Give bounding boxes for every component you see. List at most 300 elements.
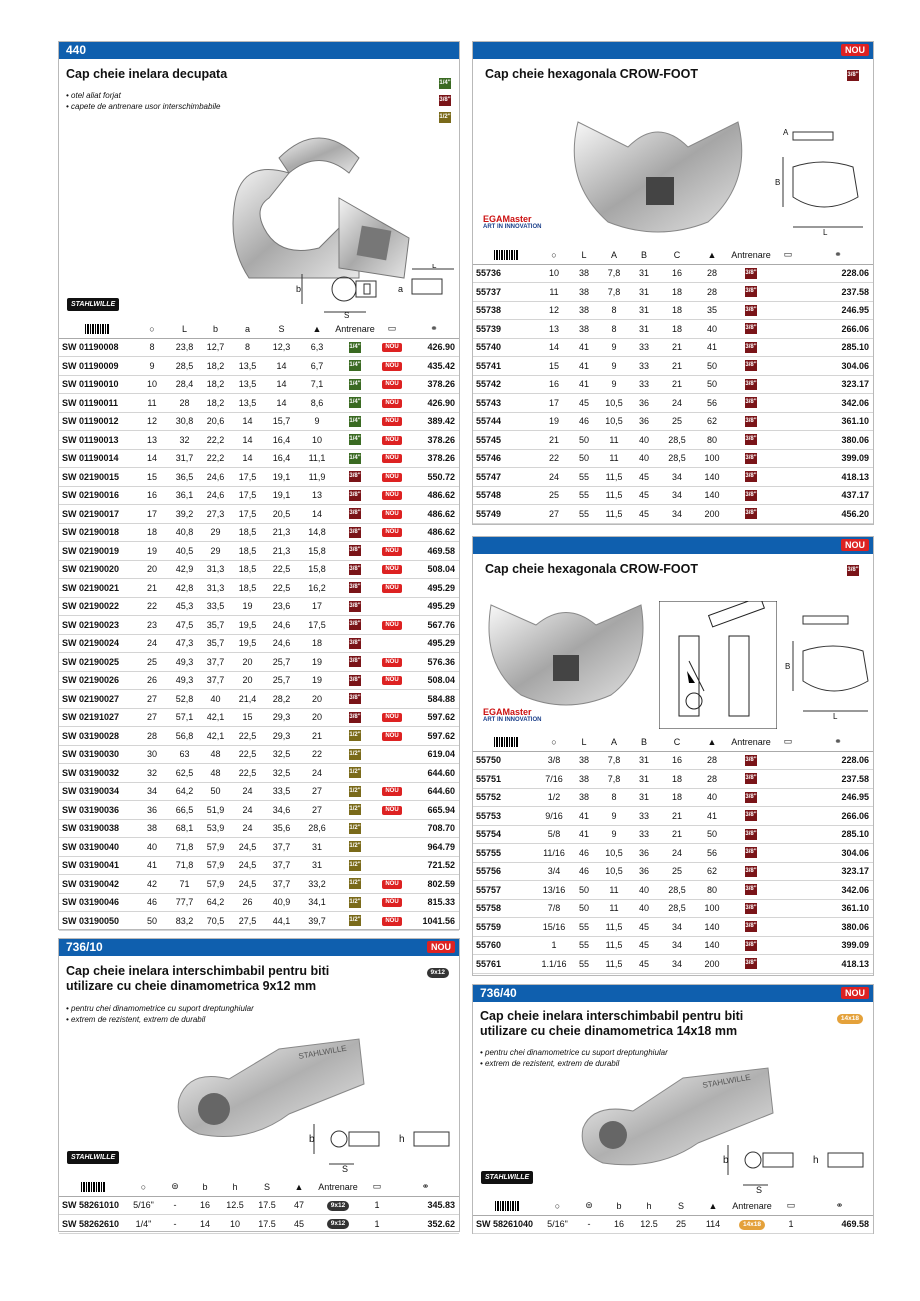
table-cell: 50	[695, 825, 729, 844]
table-cell	[375, 801, 409, 820]
table-cell: 55	[569, 468, 599, 487]
table-cell: 378.26	[409, 431, 459, 450]
table-cell: 10,5	[599, 844, 629, 863]
table-cell: 18,2	[200, 375, 231, 394]
col-b: b	[190, 1178, 220, 1196]
table-cell: SW 02190018	[59, 523, 135, 542]
table-cell: 24	[659, 844, 695, 863]
table-cell: 52,8	[169, 690, 200, 709]
badge: 1/2"	[349, 804, 361, 815]
table-cell: 11	[539, 283, 569, 302]
badge: 14x18	[739, 1220, 765, 1230]
table-cell: 342.06	[803, 881, 873, 900]
table-cell: 28	[695, 264, 729, 283]
table-cell: 21	[659, 357, 695, 376]
table-row	[59, 616, 459, 635]
col-drive: Antrenare	[729, 733, 773, 751]
product-table-736-10	[59, 1178, 459, 1234]
table-cell: 5/16"	[541, 1215, 574, 1234]
table-cell: 62,5	[169, 764, 200, 783]
table-cell: 18,5	[231, 579, 264, 598]
table-cell: 31	[629, 788, 659, 807]
table-cell: 11	[599, 881, 629, 900]
table-cell: 46	[569, 844, 599, 863]
panel-crowfoot-metric	[472, 41, 874, 525]
table-cell: 24,6	[264, 634, 299, 653]
table-row	[473, 320, 873, 339]
table-cell: 36	[135, 801, 169, 820]
table-cell: 40	[135, 838, 169, 857]
table-cell: 36	[629, 412, 659, 431]
table-cell: 55759	[473, 918, 539, 937]
table-cell: 31	[629, 751, 659, 770]
table-cell: 10	[220, 1215, 250, 1234]
table-cell: 33,5	[200, 597, 231, 616]
table-cell: 55744	[473, 412, 539, 431]
table-cell: 31	[629, 283, 659, 302]
table-cell	[375, 708, 409, 727]
table-cell: 50	[200, 782, 231, 801]
table-row	[473, 788, 873, 807]
table-cell: 36	[629, 394, 659, 413]
table-cell: 40	[629, 881, 659, 900]
table-cell: 17	[539, 394, 569, 413]
table-cell: 14	[190, 1215, 220, 1234]
badge: 1/4"	[349, 416, 361, 427]
table-cell: SW 01190014	[59, 449, 135, 468]
new-icon: ▭	[773, 246, 803, 264]
table-cell: 16	[659, 751, 695, 770]
table-row	[59, 1196, 459, 1215]
table-cell	[729, 825, 773, 844]
table-cell: 18	[659, 320, 695, 339]
new-badge: NOU	[841, 987, 869, 999]
table-cell: 14	[231, 431, 264, 450]
badge: 3/8"	[745, 360, 757, 371]
table-cell: 24,6	[264, 616, 299, 635]
table-cell: 25,7	[264, 653, 299, 672]
table-cell: 30,8	[169, 412, 200, 431]
table-cell	[729, 862, 773, 881]
weight-icon: ▲	[698, 1197, 728, 1215]
table-cell	[335, 912, 375, 931]
table-cell: 31	[299, 838, 335, 857]
table-cell	[335, 597, 375, 616]
table-cell	[375, 745, 409, 764]
table-cell: 27	[135, 708, 169, 727]
table-cell: 29	[200, 523, 231, 542]
table-cell: 9	[599, 375, 629, 394]
table-cell: 30	[135, 745, 169, 764]
table-cell	[729, 505, 773, 524]
barcode-icon	[473, 1197, 541, 1215]
table-cell: 12,3	[264, 338, 299, 357]
section-header	[473, 42, 873, 59]
section-number: 736/10	[66, 940, 103, 954]
table-cell	[773, 936, 803, 955]
table-cell	[773, 357, 803, 376]
table-cell: 57,9	[200, 856, 231, 875]
table-cell: 40,8	[169, 523, 200, 542]
badge: NOU	[382, 436, 401, 445]
badge: NOU	[382, 787, 401, 796]
svg-text:a: a	[398, 284, 404, 294]
table-cell: 24,6	[200, 468, 231, 487]
table-cell	[335, 560, 375, 579]
table-cell: 399.09	[803, 449, 873, 468]
table-cell: SW 01190011	[59, 394, 135, 413]
table-cell: 7/8	[539, 899, 569, 918]
table-cell: SW 03190034	[59, 782, 135, 801]
table-cell: 323.17	[803, 862, 873, 881]
table-cell: 34	[659, 505, 695, 524]
table-cell: SW 02190016	[59, 486, 135, 505]
badge: 1/4"	[349, 434, 361, 445]
table-cell: 24	[135, 634, 169, 653]
table-cell: 29,3	[264, 727, 299, 746]
table-cell	[773, 844, 803, 863]
badge: 3/8"	[745, 268, 757, 279]
badge: NOU	[382, 473, 401, 482]
table-cell: 24,6	[200, 486, 231, 505]
table-cell	[335, 579, 375, 598]
egamaster-logo	[483, 707, 541, 723]
table-cell: 584.88	[409, 690, 459, 709]
badge: 3/8"	[745, 471, 757, 482]
table-cell: 57,1	[169, 708, 200, 727]
table-cell: 21	[659, 825, 695, 844]
table-cell: 37,7	[264, 875, 299, 894]
table-cell: 22	[135, 597, 169, 616]
table-row	[473, 375, 873, 394]
product-table-crowfoot-metric	[473, 246, 873, 524]
table-cell: 7/16	[539, 770, 569, 789]
table-row	[59, 671, 459, 690]
table-cell: SW 02190017	[59, 505, 135, 524]
new-badge: NOU	[841, 44, 869, 56]
table-cell: 323.17	[803, 375, 873, 394]
table-cell: 27	[539, 505, 569, 524]
table-cell: 21	[659, 807, 695, 826]
table-cell: 437.17	[803, 486, 873, 505]
table-cell	[375, 468, 409, 487]
table-row	[59, 838, 459, 857]
table-header	[59, 1178, 459, 1196]
table-cell: 17,5	[231, 505, 264, 524]
col-diameter: ○	[127, 1178, 160, 1196]
table-cell: 40	[629, 431, 659, 450]
badge: 3/8"	[745, 773, 757, 784]
table-cell: 11	[599, 449, 629, 468]
product-table-crowfoot-imperial	[473, 733, 873, 974]
table-cell: 49,3	[169, 671, 200, 690]
table-cell: 228.06	[803, 264, 873, 283]
table-cell: 48	[200, 745, 231, 764]
table-cell: 12	[135, 412, 169, 431]
badge: NOU	[382, 417, 401, 426]
table-cell: 55756	[473, 862, 539, 881]
table-cell: 380.06	[803, 918, 873, 937]
table-cell	[335, 856, 375, 875]
table-cell: 32	[169, 431, 200, 450]
weight-icon: ▲	[695, 246, 729, 264]
table-cell: 55749	[473, 505, 539, 524]
bit-icon: ⊜	[160, 1178, 190, 1196]
col-b: B	[629, 733, 659, 751]
table-cell: 266.06	[803, 807, 873, 826]
table-row	[59, 690, 459, 709]
table-cell: 18,5	[231, 523, 264, 542]
table-cell: 426.90	[409, 338, 459, 357]
table-cell: 47,3	[169, 634, 200, 653]
table-cell: 304.06	[803, 844, 873, 863]
table-cell	[375, 653, 409, 672]
table-cell: 9	[299, 412, 335, 431]
product-title-line1: Cap cheie inelara interschimbabil pentru biti	[480, 1009, 744, 1023]
section-header	[59, 42, 459, 59]
table-cell: 9	[135, 357, 169, 376]
table-cell: 31	[299, 856, 335, 875]
table-cell: 597.62	[409, 708, 459, 727]
table-cell: 285.10	[803, 338, 873, 357]
badge: NOU	[382, 584, 401, 593]
table-cell: SW 03190038	[59, 819, 135, 838]
table-cell: 19	[135, 542, 169, 561]
table-cell	[375, 505, 409, 524]
table-cell: 1	[362, 1196, 392, 1215]
table-header	[473, 733, 873, 751]
table-cell	[729, 412, 773, 431]
badge: NOU	[382, 898, 401, 907]
badge: 3/8"	[745, 379, 757, 390]
table-row	[59, 893, 459, 912]
table-cell: 55738	[473, 301, 539, 320]
table-cell: SW 03190030	[59, 745, 135, 764]
badge: 3/8"	[349, 564, 361, 575]
table-cell: 41	[569, 807, 599, 826]
table-cell: 200	[695, 955, 729, 974]
table-cell: 20	[231, 671, 264, 690]
table-cell: 24	[659, 394, 695, 413]
svg-text:b: b	[309, 1134, 315, 1145]
table-cell: 380.06	[803, 431, 873, 450]
table-cell: 17,5	[231, 468, 264, 487]
badge: NOU	[382, 362, 401, 371]
table-cell: 41	[569, 375, 599, 394]
svg-text:L: L	[833, 712, 838, 721]
table-cell: 57,9	[200, 875, 231, 894]
table-row	[473, 394, 873, 413]
stahlwille-logo: STAHLWILLE	[67, 298, 119, 311]
table-cell: 41	[135, 856, 169, 875]
table-cell: 345.83	[392, 1196, 459, 1215]
table-cell	[335, 690, 375, 709]
table-cell: 56,8	[169, 727, 200, 746]
table-cell: 12.5	[220, 1196, 250, 1215]
table-row	[473, 412, 873, 431]
badge: 9x12	[327, 1219, 349, 1229]
table-cell: 34	[135, 782, 169, 801]
table-cell: 55751	[473, 770, 539, 789]
table-cell: 10	[539, 264, 569, 283]
table-cell: 38	[569, 301, 599, 320]
svg-text:B: B	[775, 178, 781, 187]
table-cell: 13	[135, 431, 169, 450]
table-cell: 11,9	[299, 468, 335, 487]
table-cell: 469.58	[409, 542, 459, 561]
table-cell: 22	[539, 449, 569, 468]
table-cell: 24	[231, 782, 264, 801]
panel-736-40	[472, 984, 874, 1234]
badge: 3/8"	[745, 453, 757, 464]
col-drive: Antrenare	[335, 320, 375, 338]
badge: NOU	[382, 713, 401, 722]
table-cell: 486.62	[409, 505, 459, 524]
badge: 3/8"	[349, 527, 361, 538]
table-cell: 25,7	[264, 671, 299, 690]
table-cell	[375, 727, 409, 746]
badge: 3/8"	[745, 286, 757, 297]
table-cell: 378.26	[409, 375, 459, 394]
table-cell	[773, 431, 803, 450]
price-icon: ⚭	[392, 1178, 459, 1196]
table-cell: 285.10	[803, 825, 873, 844]
table-cell	[335, 357, 375, 376]
table-cell: 42,1	[200, 708, 231, 727]
col-l: L	[569, 733, 599, 751]
table-cell: 22,2	[200, 449, 231, 468]
table-cell: SW 58262610	[59, 1215, 127, 1234]
table-cell: 100	[695, 449, 729, 468]
table-cell: SW 03190050	[59, 912, 135, 931]
table-cell: SW 01190012	[59, 412, 135, 431]
svg-text:h: h	[399, 1134, 405, 1145]
table-cell: 70,5	[200, 912, 231, 931]
col-b: b	[200, 320, 231, 338]
table-row	[59, 708, 459, 727]
table-cell: SW 01190013	[59, 431, 135, 450]
table-cell	[314, 1215, 362, 1234]
table-cell: 56	[695, 394, 729, 413]
table-cell: 55736	[473, 264, 539, 283]
table-cell: 34	[659, 955, 695, 974]
table-cell	[773, 375, 803, 394]
new-badge: NOU	[841, 539, 869, 551]
table-cell: 34,6	[264, 801, 299, 820]
table-cell: 42,9	[169, 560, 200, 579]
table-cell: SW 03190032	[59, 764, 135, 783]
table-cell	[375, 634, 409, 653]
table-cell: 17	[299, 597, 335, 616]
table-cell	[335, 634, 375, 653]
table-cell	[729, 807, 773, 826]
table-cell: 22	[299, 745, 335, 764]
table-cell: 802.59	[409, 875, 459, 894]
badge: 1/4"	[349, 397, 361, 408]
badge: 1/2"	[349, 749, 361, 760]
badge: NOU	[382, 547, 401, 556]
table-cell: 14,8	[299, 523, 335, 542]
badge: 3/8"	[349, 471, 361, 482]
table-cell: 18	[659, 770, 695, 789]
table-cell: 22,5	[264, 579, 299, 598]
table-cell: 44,1	[264, 912, 299, 931]
table-row	[59, 912, 459, 931]
table-cell	[773, 412, 803, 431]
table-cell: 266.06	[803, 320, 873, 339]
table-cell: 34	[659, 918, 695, 937]
table-cell: 55741	[473, 357, 539, 376]
table-cell: 71,8	[169, 856, 200, 875]
table-cell	[335, 708, 375, 727]
table-cell: 15	[135, 468, 169, 487]
table-cell: SW 02190019	[59, 542, 135, 561]
barcode-icon	[59, 1178, 127, 1196]
table-cell: 14	[264, 394, 299, 413]
table-row	[473, 862, 873, 881]
table-cell	[335, 653, 375, 672]
table-cell: SW 03190040	[59, 838, 135, 857]
table-cell	[335, 468, 375, 487]
badge: 1/4"	[349, 342, 361, 353]
table-cell	[335, 671, 375, 690]
table-cell	[773, 264, 803, 283]
table-cell	[773, 918, 803, 937]
badge: 3/8"	[745, 508, 757, 519]
table-cell: 46	[569, 412, 599, 431]
table-cell: 644.60	[409, 764, 459, 783]
table-cell	[335, 449, 375, 468]
table-cell	[314, 1196, 362, 1215]
badge: NOU	[382, 380, 401, 389]
table-row	[59, 338, 459, 357]
badge: 3/8"	[349, 545, 361, 556]
table-cell: 15,8	[299, 542, 335, 561]
table-cell: 33	[629, 357, 659, 376]
table-cell	[773, 505, 803, 524]
table-cell: 55758	[473, 899, 539, 918]
table-row	[473, 283, 873, 302]
table-cell: 1/2	[539, 788, 569, 807]
section-header	[59, 939, 459, 956]
table-cell: 11,5	[599, 936, 629, 955]
new-badge: NOU	[427, 941, 455, 953]
table-cell: 46	[569, 862, 599, 881]
table-cell: 8	[231, 338, 264, 357]
table-cell	[729, 918, 773, 937]
table-row	[59, 560, 459, 579]
table-cell: 35,7	[200, 634, 231, 653]
table-cell: SW 03190036	[59, 801, 135, 820]
table-cell	[375, 875, 409, 894]
table-cell: 71,8	[169, 838, 200, 857]
table-cell: 14	[264, 375, 299, 394]
dimension-diagram	[309, 1114, 459, 1174]
table-cell: 456.20	[803, 505, 873, 524]
table-cell: 29	[200, 542, 231, 561]
badge: 3/8"	[349, 638, 361, 649]
table-cell: 1/4"	[127, 1215, 160, 1234]
table-cell: 550.72	[409, 468, 459, 487]
col-l: L	[169, 320, 200, 338]
svg-text:L: L	[823, 228, 828, 237]
table-cell: 55747	[473, 468, 539, 487]
table-cell: 32,5	[264, 764, 299, 783]
table-cell: 51,9	[200, 801, 231, 820]
table-row	[59, 375, 459, 394]
table-cell	[729, 899, 773, 918]
table-cell: SW 02190023	[59, 616, 135, 635]
